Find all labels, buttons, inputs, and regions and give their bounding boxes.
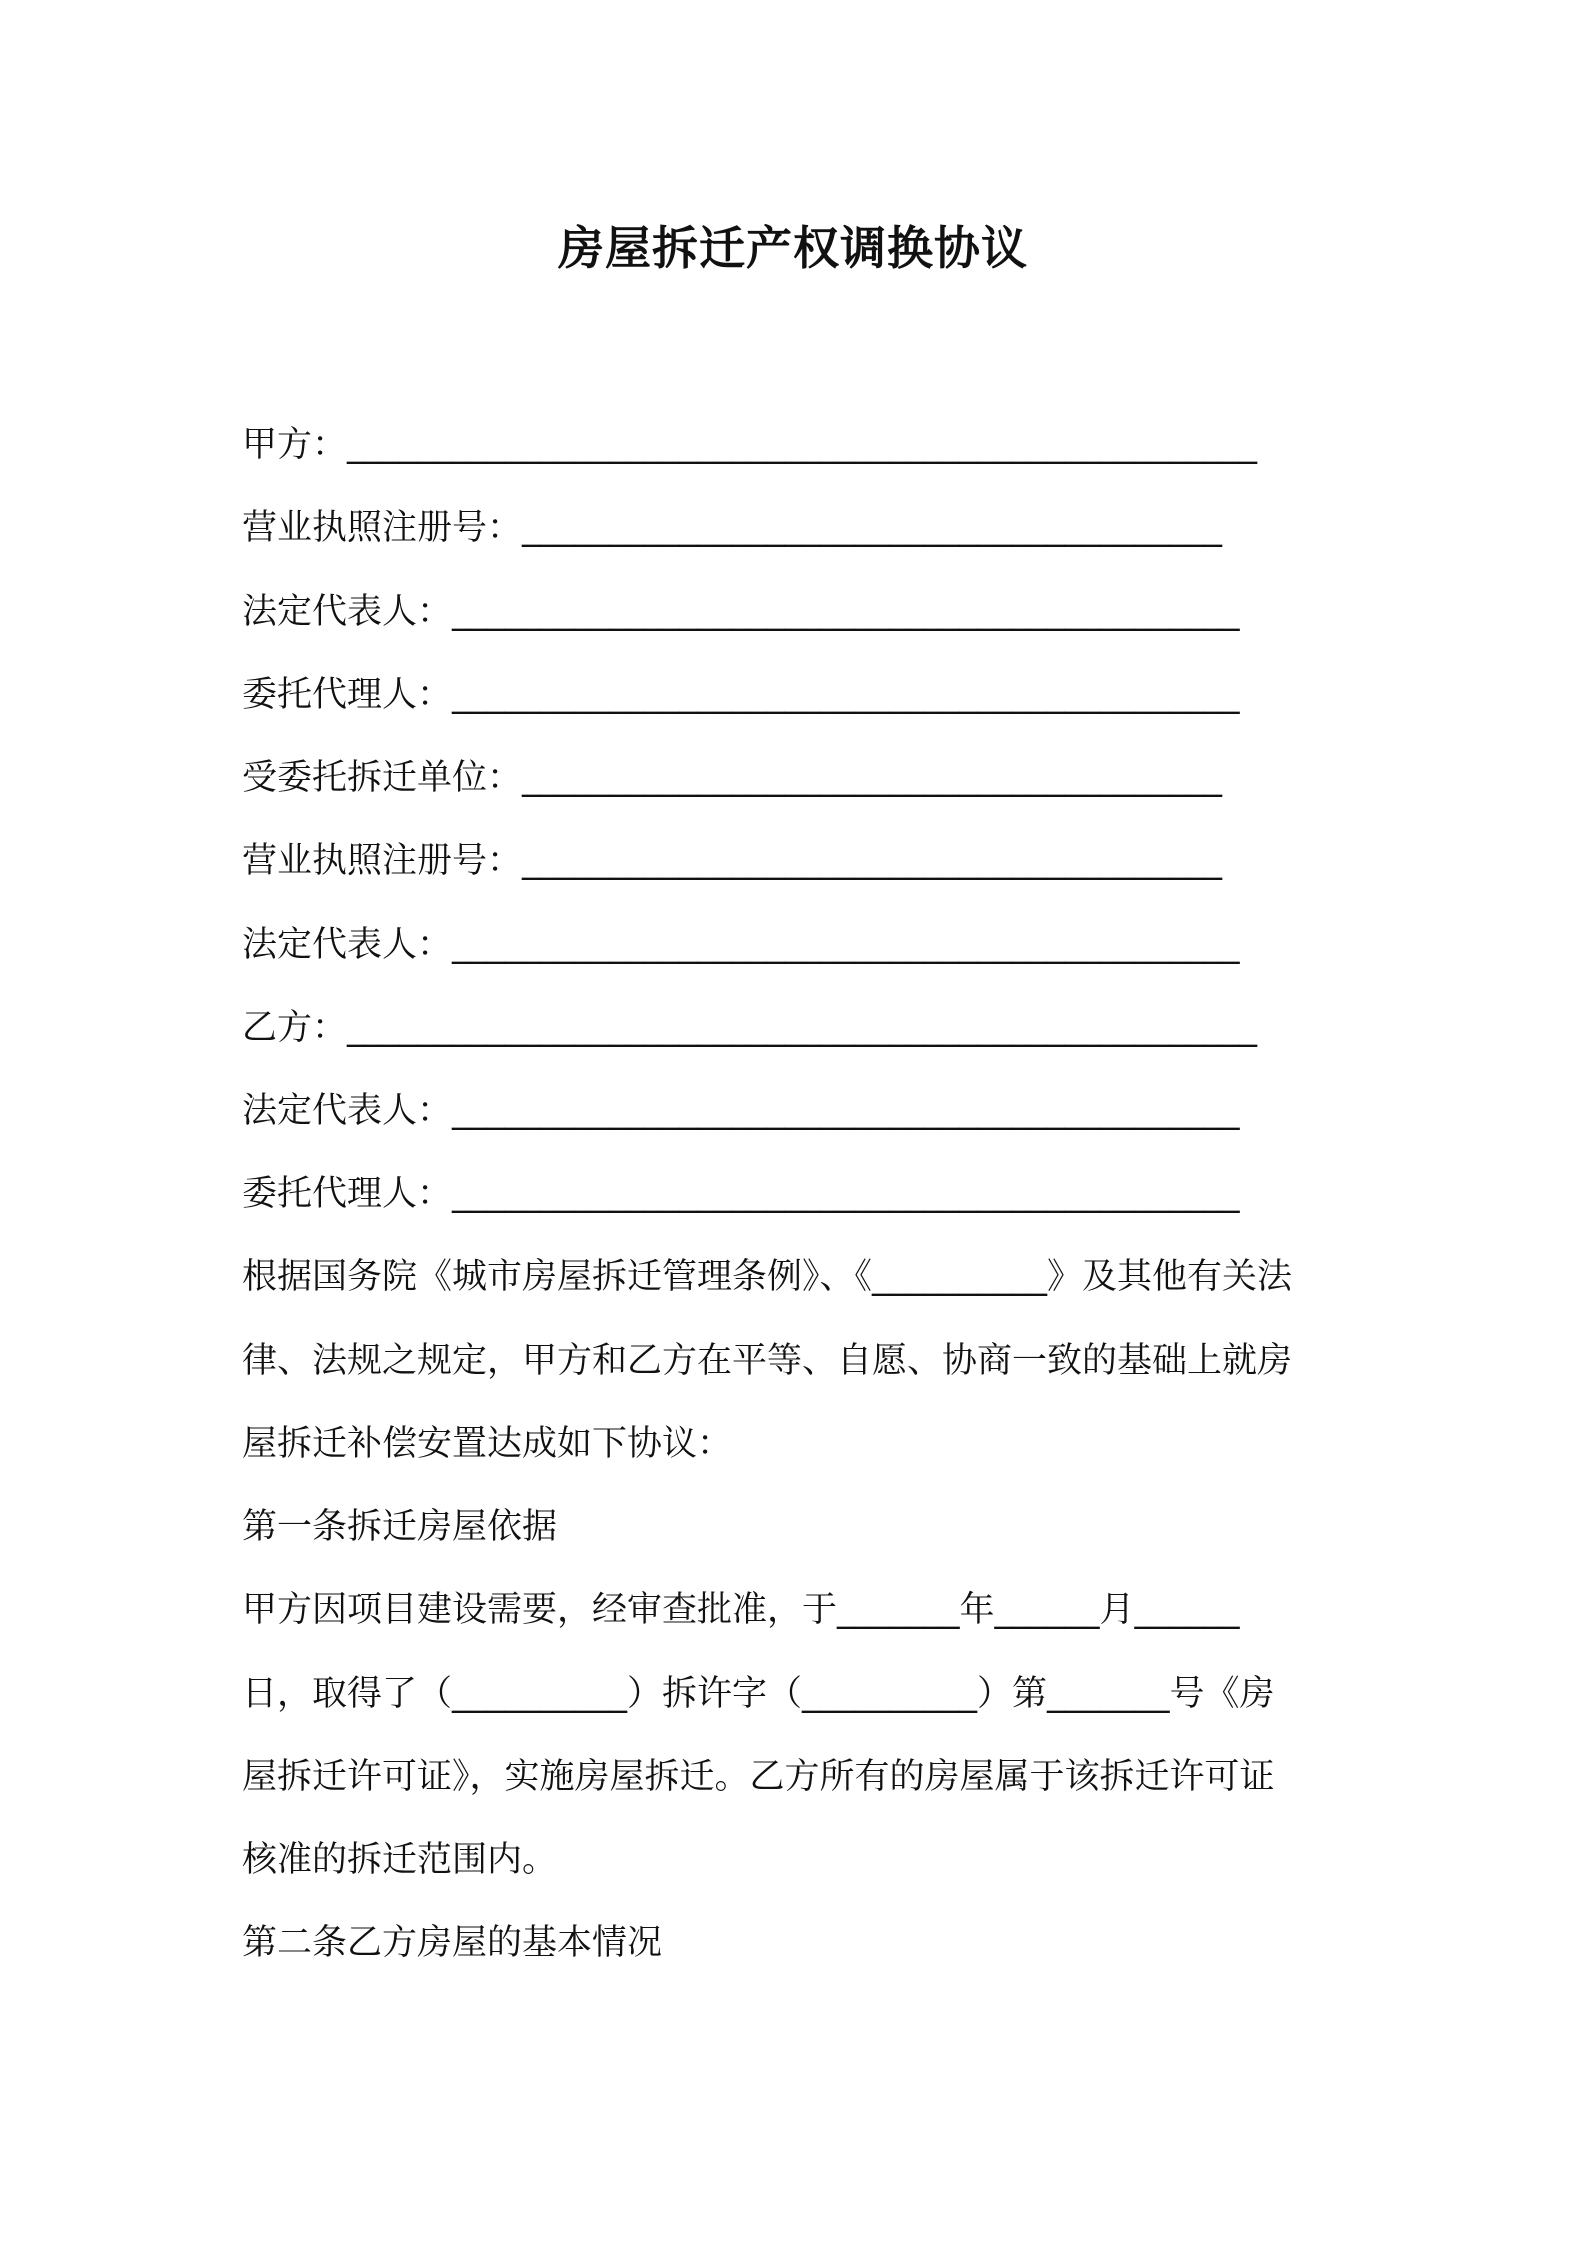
field-legal-representative-3: 法定代表人：_____________________________________________ bbox=[242, 1091, 1240, 1131]
document-title: 房屋拆迁产权调换协议 bbox=[558, 221, 1028, 275]
article-1-line: 屋拆迁许可证》，实施房屋拆迁。乙方所有的房屋属于该拆迁许可证 bbox=[242, 1757, 1275, 1797]
article-1-line: 核准的拆迁范围内。 bbox=[242, 1840, 558, 1880]
field-legal-representative: 法定代表人：_____________________________________________ bbox=[242, 592, 1240, 632]
field-authorized-agent-2: 委托代理人：_____________________________________________ bbox=[242, 1174, 1240, 1214]
field-license-number: 营业执照注册号：________________________________________ bbox=[242, 508, 1223, 548]
field-entrusted-demolition-unit: 受委托拆迁单位：________________________________________ bbox=[242, 758, 1223, 798]
field-authorized-agent: 委托代理人：_____________________________________________ bbox=[242, 675, 1240, 715]
paragraph-line: 律、法规之规定，甲方和乙方在平等、自愿、协商一致的基础上就房 bbox=[242, 1341, 1293, 1381]
field-legal-representative-2: 法定代表人：_____________________________________________ bbox=[242, 925, 1240, 965]
paragraph-line: 根据国务院《城市房屋拆迁管理条例》、《__________》及其他有关法 bbox=[242, 1257, 1293, 1297]
article-1-heading: 第一条拆迁房屋依据 bbox=[242, 1507, 558, 1547]
field-license-number-2: 营业执照注册号：________________________________________ bbox=[242, 841, 1223, 881]
article-2-heading: 第二条乙方房屋的基本情况 bbox=[242, 1923, 663, 1963]
field-party-a: 甲方：____________________________________________________ bbox=[242, 425, 1258, 465]
field-party-b: 乙方：____________________________________________________ bbox=[242, 1008, 1258, 1048]
article-1-line: 日，取得了（__________）拆许字（__________）第_______号《房 bbox=[242, 1674, 1275, 1714]
article-1-line: 甲方因项目建设需要，经审查批准，于_______年______月______ bbox=[242, 1590, 1240, 1630]
paragraph-line: 屋拆迁补偿安置达成如下协议： bbox=[242, 1424, 733, 1464]
